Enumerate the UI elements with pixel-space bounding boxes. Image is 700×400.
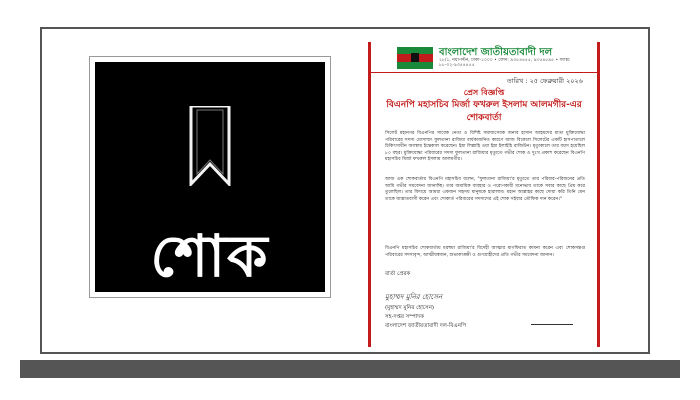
black-ribbon-icon bbox=[185, 106, 235, 186]
party-flag-icon bbox=[397, 47, 433, 69]
signature: মুহাম্মদ মুনির হোসেন bbox=[385, 293, 443, 301]
release-date: তারিখ : ২৫ ফেব্রুয়ারী ২০২৬ bbox=[506, 77, 583, 85]
paragraph: আজ এক শোকবার্তায় বিএনপি মহাসচিব বলেন, "ফুলতানা রাজিয়া'র মৃত্যুতে তার পরিবার-পরিজনের প্রতি আমি গভীর সমবেদনা জানাচ্ছি। তার অমায়িক ব্যবহার ও পরোপকারী মনোভাব তাকে সবার কাছে প্রিয় করে তুলেছিল। তার বিদায়ে আমরা একজন সহৃদয় মানুষকে হারালাম। মহান আল্লাহর কাছে দোয়া করি তিনি যেন তাকে জান্নাতবাসী করেন এবং শোকার্ত পরিবারের সদস্যদের এই শোক সইবার তৌফিক দান করেন।" bbox=[385, 177, 585, 202]
closing-line: বার্তা প্রেরক bbox=[385, 271, 411, 277]
mourning-card bbox=[90, 57, 330, 297]
party-name: বাংলাদেশ জাতীয়তাবাদী দল bbox=[439, 47, 553, 58]
party-address: ২৮/১, নয়াপল্টন, ঢাকা-১০০০ • ফোন: ৯৩৫৪৪৫৫, ৯৩৫৪৫৯৫ • ফ্যাক্স: ৮৮-০২-৯৩৫৪৪৫৫ bbox=[439, 58, 571, 68]
divider bbox=[531, 324, 573, 325]
press-release-label: প্রেস বিজ্ঞপ্তি bbox=[463, 88, 505, 97]
bottom-bar bbox=[20, 360, 680, 378]
signer-org: বাংলাদেশ জাতীয়তাবাদী দল-বিএনপি bbox=[385, 323, 467, 329]
paragraph: বিএনপি মহাসচিব শোকবার্তায় মরহুমা রাজিয়া'র বিদেহী আত্মার মাগফিরাত কামনা করেন এবং শোকসন্তপ্ত পরিবারের সদস্যবৃন্দ, আত্মীয়স্বজন, শুভাকাঙ্ক্ষী ও গুণগ্রাহীদের প্রতি গভীর সমবেদনা জানান। bbox=[385, 246, 585, 258]
paragraph: সিলেট মহানগর বিএনপির সাবেক নেতা ও বিশিষ্ট সমাজসেবক জনাব হাসান আহমদের মাতা মুক্তিযোদ্ধা পরিবারের সদস্য মোসাম্মৎ ফুলতানা রাজিয়া বার্ধক্যজনিত কারণে আজ বিকেলে সিলেটের একটি হাসপাতালে চিকিৎসাধীন অবস্থায় ইন্তেকাল করেছেন। ইন্না লিল্লাহি ওয়া ইন্না ইলাইহি রাজিউন। মৃত্যুকালে তার বয়স হয়েছিল ৮০ বছর। মুক্তিযোদ্ধা পরিবারের সদস্য ফুলতানা রাজিয়ার মৃত্যুতে গভীর শোক ও দুঃখ প্রকাশ করেছেন বিএনপি মহাসচিব মির্জা ফখরুল ইসলাম আলমগীর। bbox=[385, 131, 585, 162]
letterhead bbox=[371, 42, 597, 73]
mourning-word: শোক bbox=[150, 222, 270, 290]
press-release bbox=[368, 42, 600, 347]
signer-block bbox=[385, 304, 466, 331]
signer-name: (মুহাম্মদ মুনির হোসেন) bbox=[385, 305, 435, 311]
signer-title: সহ-দপ্তর সম্পাদক bbox=[385, 314, 425, 320]
headline: বিএনপি মহাসচিব মির্জা ফখরুল ইসলাম আলমগীর-এর শোকবার্তা bbox=[386, 100, 582, 123]
